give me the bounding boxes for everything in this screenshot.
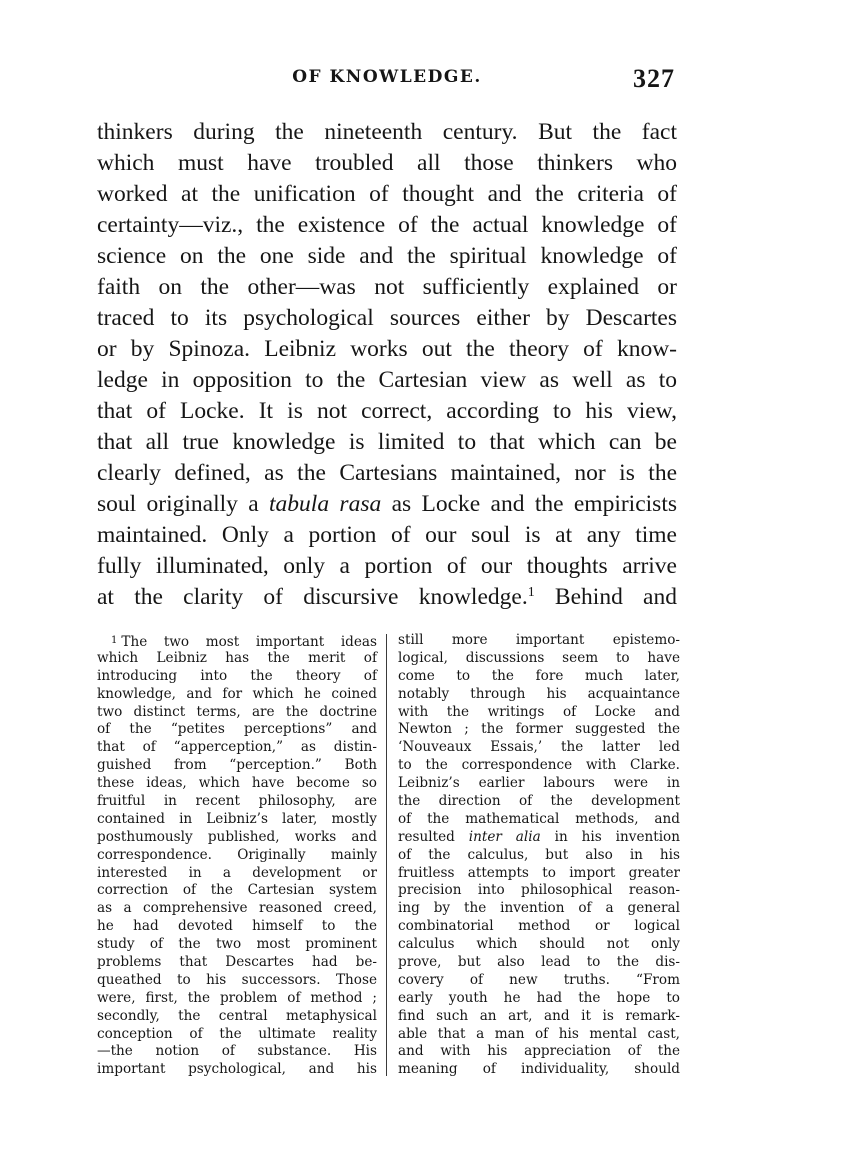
italic-term: tabula rasa (269, 491, 382, 517)
body-line: or by Spinoza. Leibniz works out the theory of know- (97, 336, 677, 362)
footnote-line: queathed to his successors. Those (97, 971, 377, 988)
body-line: that of Locke. It is not correct, according to his view, (97, 398, 677, 424)
text-segment: as Locke and the empiricists (381, 491, 677, 517)
footnote-line: the direction of the development (398, 793, 680, 810)
footnote-line: as a comprehensive reasoned creed, (97, 900, 377, 917)
footnote-marker: 1 (111, 635, 118, 646)
footnote-line: contained in Leibniz’s later, mostly (97, 810, 377, 827)
body-line: science on the one side and the spiritual knowledge of (97, 243, 677, 269)
footnote-line: study of the two most prominent (97, 936, 377, 953)
footnote-line: which Leibniz has the merit of (97, 649, 377, 666)
footnote-line: meaning of individuality, should (398, 1061, 680, 1078)
footnote-line: calculus which should not only (398, 936, 680, 953)
footnote-line: fruitful in recent philosophy, are (97, 793, 377, 810)
main-text (97, 117, 677, 613)
footnote-line: come to the fore much later, (398, 667, 680, 684)
footnote-line: fruitless attempts to import greater (398, 864, 680, 881)
footnote-line: important psychological, and his (97, 1061, 377, 1078)
footnote-line: of the “petites perceptions” and (97, 721, 377, 738)
text-segment: Behind and (534, 584, 677, 610)
footnote-line: conception of the ultimate reality (97, 1025, 377, 1042)
column-divider (386, 634, 387, 1076)
italic-term: inter alia (468, 828, 541, 845)
footnote-line: logical, discussions seem to have (398, 649, 680, 666)
footnote-line (97, 632, 377, 650)
footnote-line: able that a man of his mental cast, (398, 1025, 680, 1042)
body-line: thinkers during the nineteenth century. But the fact (97, 119, 677, 145)
footnote-line: covery of new truths. “From (398, 971, 680, 988)
footnote-line: with the writings of Locke and (398, 703, 680, 720)
footnote-line: were, first, the problem of method ; (97, 989, 377, 1006)
body-line: which must have troubled all those thinkers who (97, 150, 677, 176)
footnote-line: notably through his acquaintance (398, 685, 680, 702)
footnote-reference[interactable]: 1 (527, 585, 535, 600)
body-line: worked at the unification of thought and the criteria of (97, 181, 677, 207)
footnote-column-left (97, 632, 377, 1079)
footnote-line: interested in a development or (97, 864, 377, 881)
footnote-column-right (398, 632, 680, 1079)
footnote-line: he had devoted himself to the (97, 918, 377, 935)
footnote-line: these ideas, which have become so (97, 775, 377, 792)
text-segment: resulted (398, 828, 469, 845)
footnote-line: knowledge, and for which he coined (97, 685, 377, 702)
body-line-with-footnote (97, 582, 677, 613)
footnote-line: Newton ; the former suggested the (398, 721, 680, 738)
footnote-line: combinatorial method or logical (398, 918, 680, 935)
footnote-line: correction of the Cartesian system (97, 882, 377, 899)
footnote-block (97, 632, 682, 1082)
footnote-line: two distinct terms, are the doctrine (97, 703, 377, 720)
footnote-line: —the notion of substance. His (97, 1043, 377, 1060)
body-line: certainty—viz., the existence of the actual knowledge of (97, 212, 677, 238)
body-line: ledge in opposition to the Cartesian view as well as to (97, 367, 677, 393)
page-number: 327 (633, 64, 675, 93)
footnote-line: Leibniz’s earlier labours were in (398, 775, 680, 792)
running-title: OF KNOWLEDGE. (292, 67, 482, 87)
footnote-line: that of “apperception,” as distin- (97, 739, 377, 756)
footnote-line: precision into philosophical reason- (398, 882, 680, 899)
footnote-line-italic (398, 829, 680, 847)
footnote-line: prove, but also lead to the dis- (398, 954, 680, 971)
footnote-line: introducing into the theory of (97, 667, 377, 684)
body-line: clearly defined, as the Cartesians maintained, nor is the (97, 460, 677, 486)
body-line: maintained. Only a portion of our soul is at any time (97, 522, 677, 548)
footnote-line: ‘Nouveaux Essais,’ the latter led (398, 739, 680, 756)
text-segment: in his invention (540, 828, 680, 845)
footnote-line: find such an art, and it is remark- (398, 1007, 680, 1024)
text-segment: at the clarity of discursive knowledge. (97, 584, 528, 610)
text-segment: The two most important ideas (121, 634, 377, 650)
footnote-line: problems that Descartes had be- (97, 954, 377, 971)
body-line: that all true knowledge is limited to that which can be (97, 429, 677, 455)
footnote-line: secondly, the central metaphysical (97, 1007, 377, 1024)
footnote-line: of the mathematical methods, and (398, 810, 680, 827)
footnote-line: correspondence. Originally mainly (97, 846, 377, 863)
footnote-line: guished from “perception.” Both (97, 757, 377, 774)
text-segment: soul originally a (97, 491, 270, 517)
footnote-line: and with his appreciation of the (398, 1043, 680, 1060)
footnote-line: ing by the invention of a general (398, 900, 680, 917)
body-line: fully illuminated, only a portion of our thoughts arrive (97, 553, 677, 579)
body-line: faith on the other—was not sufficiently explained or (97, 274, 677, 300)
footnote-line: posthumously published, works and (97, 828, 377, 845)
footnote-line: early youth he had the hope to (398, 989, 680, 1006)
running-header (97, 64, 677, 98)
footnote-line: of the calculus, but also in his (398, 846, 680, 863)
body-line: traced to its psychological sources either by Descartes (97, 305, 677, 331)
footnote-line: to the correspondence with Clarke. (398, 757, 680, 774)
footnote-line: still more important epistemo- (398, 632, 680, 648)
body-line-italic (97, 489, 677, 520)
